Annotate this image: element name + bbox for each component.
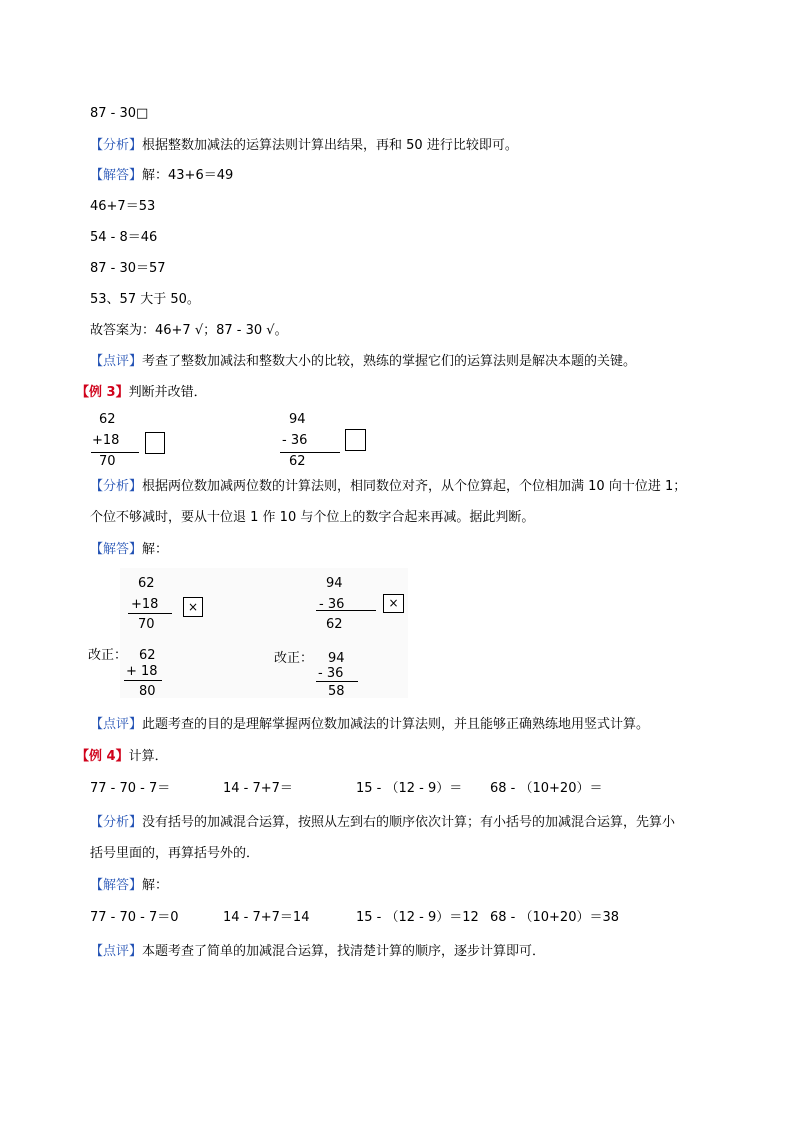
calc-top-number: 62: [139, 648, 156, 663]
calc-divider: [280, 452, 340, 453]
calc-operator-line: - 36: [282, 433, 308, 448]
question-expr-4: 68 - （10+20）＝: [490, 781, 603, 796]
calc-operator-line: + 18: [126, 664, 158, 679]
calc-line-1: 46+7＝53: [90, 199, 156, 214]
example-4-analysis-cont: 括号里面的，再算括号外的．: [90, 846, 260, 861]
calc-operator-line: +18: [131, 597, 159, 612]
answer-expr-2: 14 - 7+7＝14: [223, 910, 310, 925]
analysis-line: [90, 138, 518, 154]
calc-result: 58: [328, 684, 345, 699]
question-expr-3: 15 - （12 - 9）＝: [356, 781, 463, 796]
calc-result: 62: [326, 617, 343, 632]
comment-text: 此题考查的目的是理解掌握两位数加减法的计算法则，并且能够正确熟练地用竖式计算。: [142, 717, 650, 732]
calc-operator-line: - 36: [319, 597, 345, 612]
answer-text: 解：: [142, 542, 169, 557]
example-4-heading: [76, 749, 168, 765]
judgment-box[interactable]: [145, 432, 165, 454]
answer-text: 解：43+6＝49: [142, 168, 234, 183]
wrong-mark-box: [383, 594, 404, 613]
answer-expr-1: 77 - 70 - 7＝0: [90, 910, 179, 925]
answer-tag: 【解答】: [90, 168, 143, 183]
example-3-answer: [90, 542, 168, 558]
final-answer-line: 故答案为：46+7 √；87 - 30 √。: [90, 323, 288, 338]
calc-line-3: 87 - 30＝57: [90, 261, 166, 276]
comment-tag: 【点评】: [90, 717, 143, 732]
comment-line: [90, 354, 636, 370]
example-4-text: 计算．: [128, 749, 168, 764]
calc-line-2: 54 - 8＝46: [90, 230, 158, 245]
calc-divider: [316, 681, 358, 682]
cross-icon: ×: [388, 596, 399, 610]
answer-tag: 【解答】: [90, 542, 143, 557]
answer-text: 解：: [142, 878, 169, 893]
answer-line: [90, 168, 233, 184]
solution-panel: [120, 568, 408, 698]
example-3-text: 判断并改错．: [128, 385, 207, 400]
question-expr-1: 77 - 70 - 7＝: [90, 781, 171, 796]
calc-result: 70: [138, 617, 155, 632]
example-3-analysis-cont: 个位不够减时，要从十位退 1 作 10 与个位上的数字合起来再减。据此判断。: [90, 510, 535, 525]
example-4-comment: [90, 944, 545, 960]
calc-line-4: 53、57 大于 50。: [90, 292, 200, 307]
correction-label-left: 改正：: [88, 648, 128, 663]
calc-top-number: 94: [326, 576, 343, 591]
analysis-tag: 【分析】: [90, 479, 143, 494]
expression-top: 87 - 30□: [90, 106, 149, 121]
answer-expr-4: 68 - （10+20）＝38: [490, 910, 620, 925]
cross-icon: ×: [187, 600, 199, 614]
calc-operator-line: +18: [92, 433, 120, 448]
analysis-text-1: 根据两位数加减两位数的计算法则，相同数位对齐，从个位算起，个位相加满 10 向十位进 1；: [142, 479, 687, 494]
example-4-answer: [90, 878, 168, 894]
analysis-text: 根据整数加减法的运算法则计算出结果，再和 50 进行比较即可。: [142, 138, 518, 153]
answer-tag: 【解答】: [90, 878, 143, 893]
comment-text: 考查了整数加减法和整数大小的比较，熟练的掌握它们的运算法则是解决本题的关键。: [142, 354, 637, 369]
calc-operator-line: - 36: [318, 666, 344, 681]
judgment-box[interactable]: [345, 429, 366, 451]
example-3-comment: [90, 717, 649, 733]
example-4-tag: 【例 4】: [76, 749, 129, 764]
example-4-analysis: [90, 815, 675, 831]
example-3-heading: [76, 385, 207, 401]
correction-label-right: 改正：: [274, 651, 314, 666]
calc-result: 62: [289, 454, 306, 469]
analysis-text-1: 没有括号的加减混合运算，按照从左到右的顺序依次计算；有小括号的加减混合运算，先算小: [142, 815, 676, 830]
analysis-tag: 【分析】: [90, 815, 143, 830]
wrong-mark-box: [183, 597, 203, 617]
calc-top-number: 62: [138, 576, 155, 591]
calc-divider: [91, 452, 139, 453]
example-3-analysis: [90, 479, 686, 495]
calc-divider: [124, 680, 162, 681]
comment-tag: 【点评】: [90, 944, 143, 959]
analysis-tag: 【分析】: [90, 138, 143, 153]
answer-expr-3: 15 - （12 - 9）＝12: [356, 910, 479, 925]
calc-top-number: 62: [99, 412, 116, 427]
question-expr-2: 14 - 7+7＝: [223, 781, 293, 796]
calc-divider: [128, 613, 172, 614]
calc-result: 80: [139, 684, 156, 699]
calc-result: 70: [99, 454, 116, 469]
calc-top-number: 94: [289, 412, 306, 427]
calc-divider: [316, 610, 376, 611]
calc-top-number: 94: [328, 651, 345, 666]
example-3-tag: 【例 3】: [76, 385, 129, 400]
comment-tag: 【点评】: [90, 354, 143, 369]
comment-text: 本题考查了简单的加减混合运算，找清楚计算的顺序，逐步计算即可．: [142, 944, 546, 959]
